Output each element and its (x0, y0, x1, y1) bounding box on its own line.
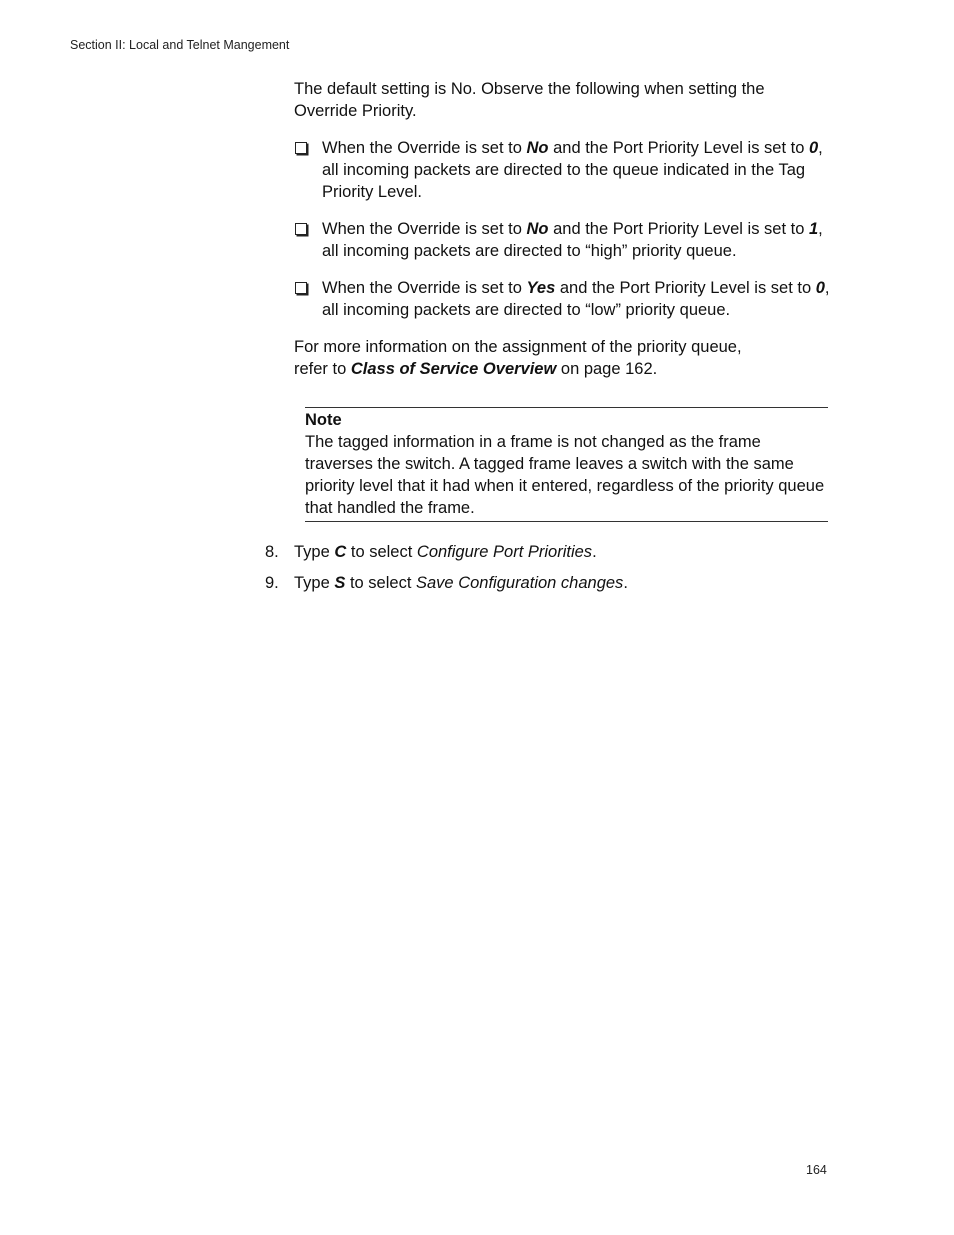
more-info-refer: refer to (294, 360, 351, 378)
intro-paragraph (294, 78, 834, 122)
override-value: Yes (526, 279, 556, 297)
running-header: Section II: Local and Telnet Mangement (70, 38, 290, 52)
intro-line-2: Override Priority. (294, 102, 417, 120)
bullet-item (294, 137, 834, 203)
priority-level-value: 1 (808, 220, 819, 238)
page-number: 164 (806, 1163, 827, 1177)
step-text: to select (345, 574, 416, 592)
bullet-item (294, 218, 834, 262)
note-text: The tagged information in a frame is not changed as the frame traverses the switch. A tagged frame leaves a switch with the same priority level that it had when it entered, regardless of the priority queue that handled the frame. (305, 433, 825, 517)
step-key: C (334, 543, 347, 561)
bullet-text: and the Port Priority Level is set to (548, 139, 809, 157)
bullet-text: , all incoming packets are directed to “high” priority queue. (322, 220, 823, 260)
checkbox-bullet-icon (295, 223, 307, 235)
step-item (265, 541, 825, 563)
bullet-item (294, 277, 834, 321)
priority-level-value: 0 (808, 139, 819, 157)
more-info-page: on page 162. (556, 360, 658, 378)
steps-list (265, 541, 825, 603)
checkbox-bullet-icon (295, 142, 307, 154)
cross-reference-link[interactable]: Class of Service Overview (350, 360, 557, 378)
note-title: Note (305, 411, 342, 429)
bullet-text: and the Port Priority Level is set to (548, 220, 809, 238)
step-text: . (592, 543, 597, 561)
bullet-text: When the Override is set to (322, 279, 527, 297)
more-info-paragraph (294, 336, 834, 380)
step-item (265, 572, 825, 594)
note-box (305, 407, 828, 522)
override-value: No (526, 220, 549, 238)
step-action: Configure Port Priorities (416, 543, 593, 561)
checkbox-bullet-icon (295, 282, 307, 294)
step-number: 8. (265, 543, 279, 561)
main-content (294, 78, 834, 380)
intro-line-1: The default setting is No. Observe the following when setting the (294, 80, 765, 98)
step-text: to select (346, 543, 417, 561)
bullet-text: , all incoming packets are directed to the queue indicated in the Tag Priority Level. (322, 139, 823, 201)
step-number: 9. (265, 574, 279, 592)
step-text: Type (294, 543, 335, 561)
more-info-line-1: For more information on the assignment of the priority queue, (294, 338, 742, 356)
bullet-text: When the Override is set to (322, 139, 527, 157)
override-value: No (526, 139, 549, 157)
bullet-text: When the Override is set to (322, 220, 527, 238)
bullet-text: and the Port Priority Level is set to (555, 279, 816, 297)
step-text: . (623, 574, 628, 592)
step-text: Type (294, 574, 335, 592)
priority-level-value: 0 (815, 279, 825, 297)
step-action: Save Configuration changes (416, 574, 624, 592)
step-key: S (334, 574, 346, 592)
bullet-text: , all incoming packets are directed to “low” priority queue. (322, 279, 830, 319)
